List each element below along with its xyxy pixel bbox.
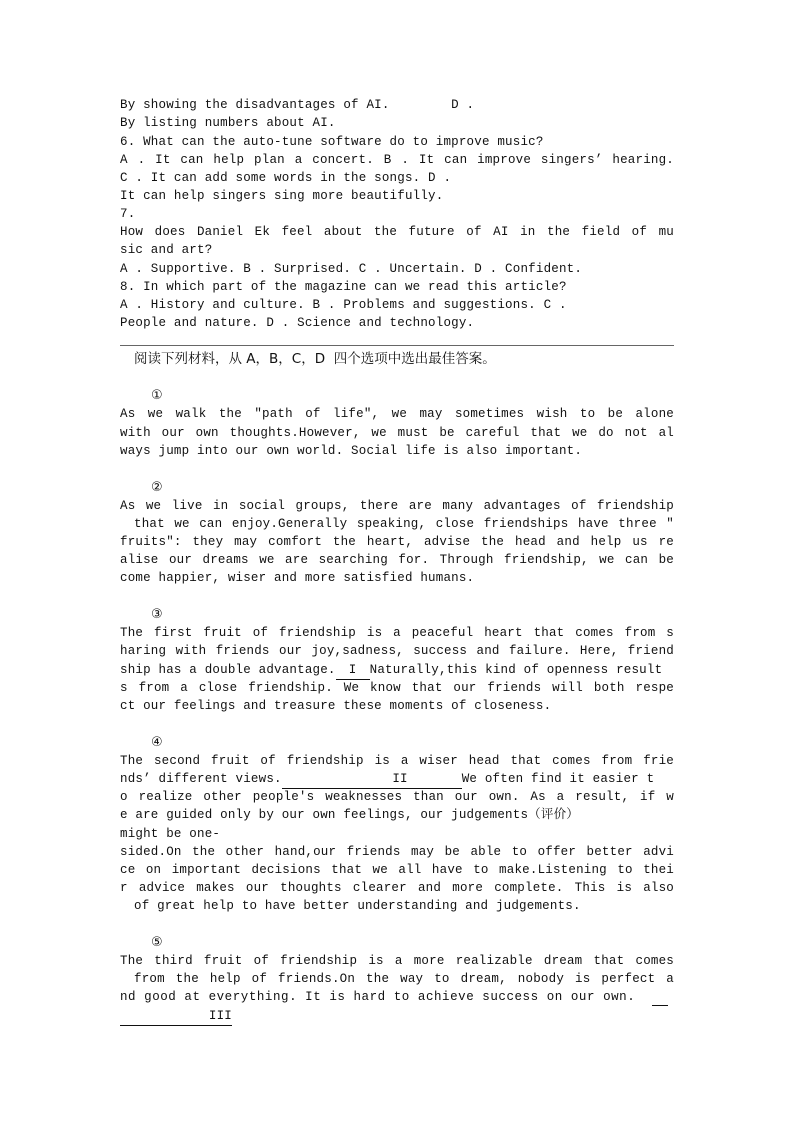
paragraph-line: with our own thoughts.However, we must be careful that we do not al [120,426,674,440]
paragraph-number: ① [151,388,163,403]
paragraph-line: The second fruit of friendship is a wiser head that comes from frie [120,754,674,768]
paragraph-line: The first fruit of friendship is a peaceful heart that comes from s [120,626,674,640]
paragraph-number: ② [151,480,163,495]
paragraph-line [120,770,674,789]
paragraph-line [120,661,674,680]
quiz-line: 8. In which part of the magazine can we read this article? [120,280,567,294]
paragraph-line: o realize other people's weaknesses than our own. As a result, if w [120,790,674,804]
text-segment: nds’ different views. [120,772,282,786]
quiz-line: By showing the disadvantages of AI. D . [120,98,475,112]
paragraph-line: that we can enjoy.Generally speaking, close friendships have three " [134,517,674,531]
paragraph-number: ③ [151,607,163,622]
answer-blank-3[interactable] [120,1007,232,1026]
paragraph-line: ce on important decisions that we all have to make.Listening to thei [120,863,674,877]
quiz-line: sic and art? [120,243,213,257]
paragraph-line [120,1007,232,1026]
paragraph-number: ⑤ [151,935,163,950]
paragraph-line: r advice makes our thoughts clearer and more complete. This is also [120,881,674,895]
paragraph-line: might be one- [120,827,221,841]
paragraph-line: alise our dreams we are searching for. Through friendship, we can be [120,553,674,567]
section-divider [120,345,674,346]
paragraph-line: haring with friends our joy,sadness, success and failure. Here, friend [120,644,674,658]
quiz-line: A . It can help plan a concert. B . It can improve singers’ hearing. [120,153,674,167]
paragraph-line: sided.On the other hand,our friends may be able to offer better advi [120,845,674,859]
answer-blank-1[interactable]: I [336,661,370,680]
quiz-line: 7. [120,207,136,221]
blank-label: III [208,1009,232,1023]
quiz-line: It can help singers sing more beautifully. [120,189,444,203]
quiz-line: A . Supportive. B . Surprised. C . Uncertain. D . Confident. [120,262,583,276]
quiz-line: People and nature. D . Science and technology. [120,316,475,330]
quiz-line: C . It can add some words in the songs. D . [120,171,452,185]
paragraph-line: ct our feelings and treasure these moments of closeness. [120,699,552,713]
quiz-line: How does Daniel Ek feel about the future of AI in the field of mu [120,225,674,239]
text-segment: ship has a double advantage. [120,663,336,677]
paragraph-line: come happier, wiser and more satisfied humans. [120,571,475,585]
paragraph-number: ④ [151,735,163,750]
paragraph-line: As we live in social groups, there are many advantages of friendship [120,499,674,513]
paragraph-line: ways jump into our own world. Social life is also important. [120,444,583,458]
paragraph-line: from the help of friends.On the way to dream, nobody is perfect a [134,972,674,986]
paragraph-line: nd good at everything. It is hard to achieve success on our own. [120,990,636,1004]
paragraph-line: The third fruit of friendship is a more realizable dream that comes [120,954,674,968]
reading-instruction: 阅读下列材料，从 A，B，C，D 四个选项中选出最佳答案。 [134,351,496,367]
text-segment: Naturally,this kind of openness result [369,663,663,677]
blank-label: II [392,772,408,786]
paragraph-line: fruits": they may comfort the heart, advise the head and help us re [120,535,674,549]
answer-blank-3-start [652,1005,668,1006]
paragraph-line: s from a close friendship. We know that our friends will both respe [120,681,674,695]
paragraph-line: As we walk the "path of life", we may sometimes wish to be alone [120,407,674,421]
quiz-line: A . History and culture. B . Problems and suggestions. C . [120,298,567,312]
text-segment: We often find it easier t [461,772,655,786]
quiz-line: 6. What can the auto-tune software do to improve music? [120,135,544,149]
paragraph-line: e are guided only by our own feelings, our judgements（评价） [120,808,579,822]
paragraph-line: of great help to have better understanding and judgements. [134,899,581,913]
quiz-line: By listing numbers about AI. [120,116,336,130]
answer-blank-2[interactable] [282,770,462,789]
